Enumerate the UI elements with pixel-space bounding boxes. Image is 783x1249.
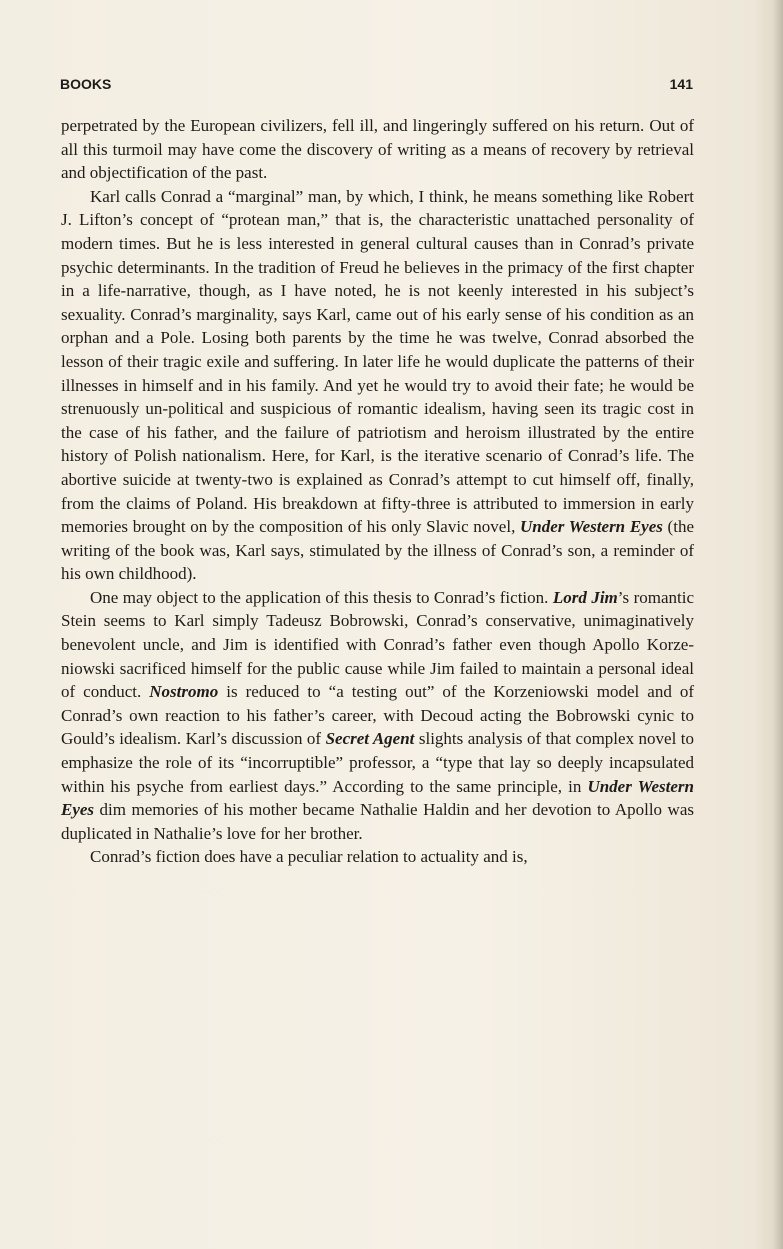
body-text: [61, 114, 694, 869]
running-header: [60, 76, 693, 92]
paragraph-2: [61, 185, 694, 586]
paragraph-2-text-a: Karl calls Conrad a “marginal” man, by which, I think, he means something like Robert J. Lifton’s concept of “protean man,” that is, the characteristic unattached personality of modern times. But he is less interested in general cultural causes than in Conrad’s private psychic determinants. In the tradition of Freud he believes in the primacy of the first chapter in a life-narrative, though, as I have noted, he is not keenly interested in his subject’s sexuality. Conrad’s marginality, says Karl, came out of his early sense of his condition as an orphan and a Pole. Losing both parents by the time he was twelve, Conrad absorbed the lesson of their tragic exile and suffering. In later life he would duplicate the patterns of their illnesses in himself and in his family. And yet he would try to avoid their fate; he would be strenuously un-political and suspicious of romantic idealism, having seen its tragic cost in the case of his father, and the failure of patriotism and heroism illustrated by the entire history of Polish nationalism. Here, for Karl, is the iterative scenario of Conrad’s life. The abortive suicide at twenty-two is explained as Conrad’s attempt to cut himself off, finally, from the claims of Poland. His breakdown at fifty-three is attributed to immersion in early memories brought on by the composition of his only Slavic novel,: [61, 186, 694, 537]
paragraph-3-text-b: ’s romantic Stein seems to Karl simply Tadeusz Bobrowski, Conrad’s conservative, unimaginatively benevolent uncle, and Jim is identified with Conrad’s father even though Apollo Korze-niowski sacrificed himself for the public cause while Jim failed to maintain a personal ideal of conduct.: [61, 587, 695, 702]
paragraph-3-text-a: One may object to the application of this thesis to Conrad’s fiction.: [90, 587, 553, 607]
book-title-under-western-eyes-2: Under Western Eyes: [61, 776, 694, 820]
page-edge-shadow: [773, 0, 783, 1249]
paragraph-3-text-d: slights analysis of that complex novel to emphasize the role of its “incorruptible” professor, a “type that lay so deeply incapsulated within his psyche from earliest days.” According to the same principle, in: [61, 729, 694, 796]
book-title-under-western-eyes: Under Western Eyes: [520, 517, 663, 537]
paragraph-2-text-b: (the writing of the book was, Karl says, stimulated by the illness of Conrad’s son, a reminder of his own childhood).: [61, 517, 694, 584]
book-title-secret-agent: Secret Agent: [325, 729, 415, 749]
paragraph-3-text-c: is reduced to “a testing out” of the Korzeniowski model and of Conrad’s own reaction to his father’s career, with Decoud acting the Bobrowski cynic to Gould’s idealism. Karl’s discussion of: [61, 682, 694, 749]
section-title: BOOKS: [60, 76, 112, 92]
paragraph-4: Conrad’s fiction does have a peculiar relation to actuality and is,: [90, 847, 528, 867]
paragraph-3-text-e: dim memories of his mother became Nathalie Haldin and her devotion to Apollo was duplicated in Nathalie’s love for her brother.: [61, 800, 694, 843]
paragraph-3: [61, 586, 694, 846]
book-title-lord-jim: Lord Jim: [552, 587, 618, 607]
paragraph-1: perpetrated by the European civilizers, fell ill, and lingeringly suffered on his return. Out of all this turmoil may have come the discovery of writing as a means of recovery by retrieval and objectification of the past.: [61, 116, 694, 183]
book-title-nostromo: Nostromo: [149, 682, 219, 702]
page-number: 141: [669, 76, 693, 92]
